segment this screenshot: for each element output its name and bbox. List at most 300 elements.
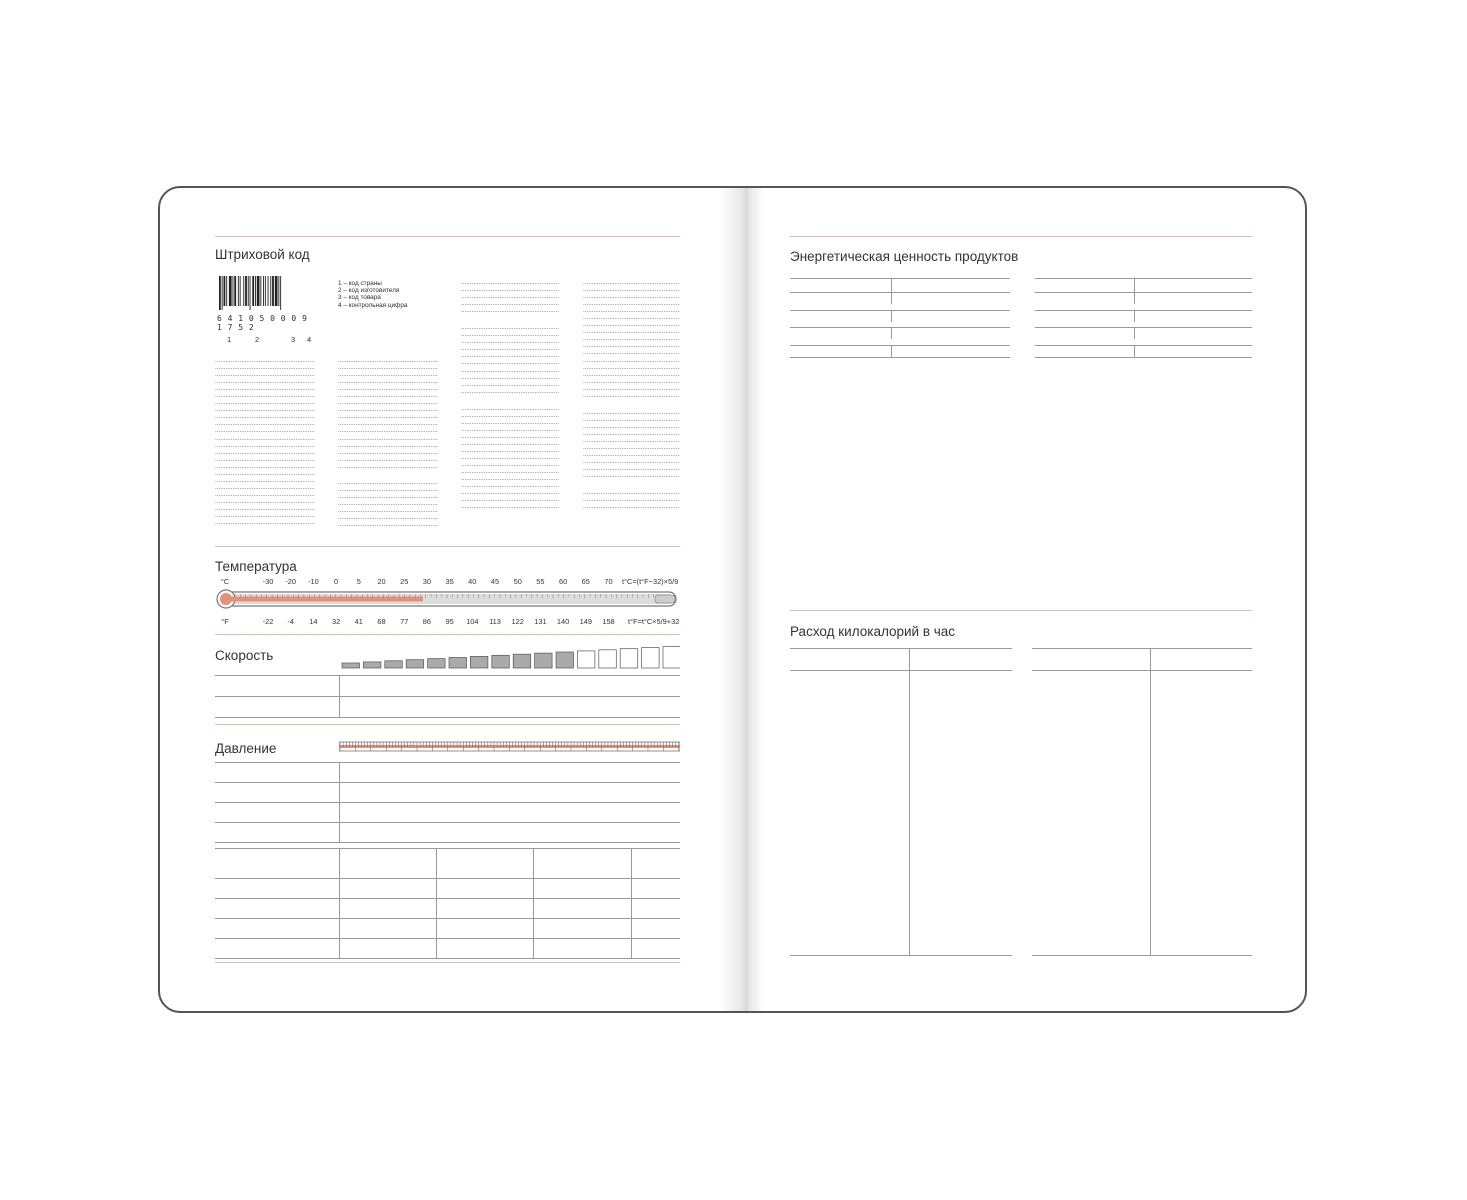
row-label bbox=[790, 834, 910, 848]
empty-cell bbox=[1135, 293, 1163, 305]
speed-bar bbox=[535, 653, 553, 668]
celsius-tick: -20 bbox=[285, 577, 297, 586]
table-row bbox=[215, 676, 680, 697]
country-codes-col4 bbox=[583, 279, 680, 510]
country-code-row bbox=[583, 307, 680, 314]
country-code-row bbox=[461, 286, 559, 293]
country-code-row bbox=[583, 444, 680, 451]
row-label bbox=[215, 803, 339, 823]
row-value bbox=[1135, 357, 1163, 358]
dot-leader bbox=[338, 420, 438, 427]
barcode-bar bbox=[280, 276, 281, 310]
country-code-row bbox=[338, 507, 438, 514]
table-header-row bbox=[790, 279, 1010, 293]
row-value bbox=[910, 779, 1012, 793]
dot-leader bbox=[338, 413, 438, 420]
row-label bbox=[215, 697, 339, 718]
group-header bbox=[1035, 293, 1135, 305]
row-value bbox=[1151, 929, 1252, 943]
country-code-row bbox=[215, 413, 315, 420]
country-code-row bbox=[583, 416, 680, 423]
row-label bbox=[215, 763, 339, 783]
empty-cell bbox=[1135, 345, 1163, 357]
country-code-row bbox=[338, 456, 438, 463]
column-header bbox=[1219, 279, 1252, 293]
table-row bbox=[790, 806, 1012, 820]
country-code-row bbox=[461, 489, 559, 496]
row-label bbox=[790, 888, 910, 902]
speed-bar bbox=[449, 658, 467, 669]
dot-leader bbox=[461, 293, 559, 300]
barcode-bar bbox=[260, 276, 261, 306]
row-label bbox=[1032, 915, 1151, 929]
dot-leader bbox=[215, 435, 315, 442]
row-value bbox=[1151, 861, 1252, 875]
country-code-row bbox=[338, 463, 438, 470]
dot-leader bbox=[338, 479, 438, 486]
country-code-row bbox=[215, 442, 315, 449]
row-value bbox=[920, 357, 949, 358]
row-value bbox=[910, 725, 1012, 739]
dot-leader bbox=[338, 507, 438, 514]
fahrenheit-tick: 41 bbox=[354, 617, 363, 626]
row-value bbox=[1151, 793, 1252, 807]
country-code-row bbox=[461, 367, 559, 374]
table-row bbox=[1035, 357, 1252, 358]
celsius-tick: -10 bbox=[308, 577, 319, 586]
country-code-row bbox=[338, 357, 438, 364]
dot-leader bbox=[338, 364, 438, 371]
dot-leader bbox=[583, 293, 680, 300]
dot-leader bbox=[215, 399, 315, 406]
country-code-row bbox=[583, 371, 680, 378]
country-code-row bbox=[461, 338, 559, 345]
dot-leader bbox=[583, 286, 680, 293]
country-code-row bbox=[583, 496, 680, 503]
row-value bbox=[339, 879, 436, 899]
column-header bbox=[1035, 279, 1135, 293]
empty-cell bbox=[920, 345, 949, 357]
table-row bbox=[215, 823, 680, 843]
table-row bbox=[1032, 766, 1252, 780]
dot-leader bbox=[583, 385, 680, 392]
country-code-row bbox=[338, 449, 438, 456]
dot-leader bbox=[215, 427, 315, 434]
country-code-row bbox=[461, 345, 559, 352]
group-header bbox=[1035, 328, 1135, 340]
speed-bar bbox=[642, 648, 660, 668]
dot-leader bbox=[583, 496, 680, 503]
country-code-row bbox=[583, 342, 680, 349]
celsius-tick: 45 bbox=[490, 577, 500, 586]
dot-leader bbox=[461, 454, 559, 461]
country-codes-col3 bbox=[461, 279, 559, 510]
dot-leader bbox=[338, 514, 438, 521]
table-row bbox=[1032, 902, 1252, 916]
table-row bbox=[1032, 684, 1252, 698]
country-code-row bbox=[338, 521, 438, 528]
table-row bbox=[1032, 861, 1252, 875]
speed-bar bbox=[663, 647, 680, 669]
barcode-bar bbox=[257, 276, 260, 306]
country-code-row bbox=[461, 433, 559, 440]
row-value bbox=[1151, 725, 1252, 739]
group-row bbox=[1035, 328, 1252, 340]
dot-leader bbox=[461, 388, 559, 395]
country-code-row bbox=[338, 479, 438, 486]
dot-leader bbox=[215, 378, 315, 385]
country-code-row bbox=[461, 331, 559, 338]
row-value bbox=[1151, 834, 1252, 848]
country-code-row bbox=[338, 399, 438, 406]
row-label bbox=[790, 725, 910, 739]
fahrenheit-tick: 86 bbox=[422, 617, 432, 626]
speed-bar bbox=[620, 649, 638, 668]
country-code-row bbox=[461, 352, 559, 359]
row-value bbox=[436, 919, 533, 939]
dot-leader bbox=[583, 489, 680, 496]
gutter-shadow-right bbox=[748, 188, 764, 1011]
dot-leader bbox=[583, 430, 680, 437]
celsius-tick: 25 bbox=[400, 577, 409, 586]
fahrenheit-tick: 131 bbox=[534, 617, 547, 626]
temperature-title: Температура bbox=[215, 559, 297, 574]
table-row bbox=[1032, 834, 1252, 848]
column-header bbox=[436, 849, 533, 879]
table-row bbox=[1032, 698, 1252, 712]
country-code-row bbox=[338, 385, 438, 392]
row-value bbox=[534, 939, 631, 959]
speed-table bbox=[215, 675, 680, 718]
barcode-bar bbox=[248, 276, 249, 306]
barcode-digits: 6 4 1 0 5 0 0 0 9 1 7 5 2 bbox=[217, 314, 308, 332]
barcode-bar bbox=[263, 276, 264, 306]
empty-cell bbox=[1135, 310, 1163, 322]
pressure-scale bbox=[339, 740, 680, 754]
barcode-bar bbox=[229, 276, 232, 306]
dot-leader bbox=[461, 496, 559, 503]
thermometer-tube bbox=[217, 590, 676, 608]
dot-leader bbox=[583, 392, 680, 399]
dot-leader bbox=[583, 364, 680, 371]
row-label bbox=[1032, 684, 1151, 698]
group-row bbox=[790, 310, 1010, 322]
row-value bbox=[910, 793, 1012, 807]
dot-leader bbox=[215, 442, 315, 449]
column-header bbox=[339, 849, 436, 879]
speed-bar bbox=[470, 656, 488, 668]
row-label bbox=[790, 820, 910, 834]
kcal-title: Расход килокалорий в час bbox=[790, 624, 956, 639]
row-value bbox=[1151, 684, 1252, 698]
celsius-tick: 5 bbox=[356, 577, 361, 586]
column-header bbox=[790, 649, 910, 671]
column-header bbox=[910, 649, 1012, 671]
country-code-row bbox=[583, 437, 680, 444]
empty-cell bbox=[1219, 328, 1252, 340]
pressure-table bbox=[215, 762, 680, 843]
column-header bbox=[891, 279, 920, 293]
country-code-row bbox=[461, 324, 559, 331]
value-table bbox=[215, 675, 680, 718]
dot-leader bbox=[461, 359, 559, 366]
country-code-row bbox=[461, 440, 559, 447]
speed-bar bbox=[406, 660, 424, 668]
dot-leader bbox=[461, 482, 559, 489]
column-header bbox=[534, 849, 631, 879]
dot-leader bbox=[583, 423, 680, 430]
empty-cell bbox=[1163, 310, 1191, 322]
barcode-bar bbox=[245, 276, 247, 306]
table-row bbox=[790, 834, 1012, 848]
table-row bbox=[790, 698, 1012, 712]
table-row bbox=[1032, 847, 1252, 861]
legend-line: 2 – код изготовителя bbox=[338, 287, 400, 295]
country-code-row bbox=[461, 475, 559, 482]
celsius-tick: 40 bbox=[468, 577, 477, 586]
row-label bbox=[1032, 711, 1151, 725]
fahrenheit-formula: t°F=t°C×5/9+32 bbox=[628, 617, 680, 626]
row-value bbox=[1151, 752, 1252, 766]
country-code-row bbox=[338, 378, 438, 385]
row-label bbox=[1032, 888, 1151, 902]
fahrenheit-tick: 158 bbox=[602, 617, 615, 626]
dot-leader bbox=[215, 519, 315, 526]
barcode-bar bbox=[265, 276, 266, 306]
barcode-bar bbox=[240, 276, 241, 306]
divider bbox=[215, 236, 680, 237]
dot-leader bbox=[583, 437, 680, 444]
row-label bbox=[1032, 766, 1151, 780]
table-row bbox=[790, 942, 1012, 956]
country-code-row bbox=[583, 392, 680, 399]
row-label bbox=[790, 902, 910, 916]
dot-leader bbox=[583, 458, 680, 465]
dot-leader bbox=[338, 493, 438, 500]
row-value bbox=[910, 942, 1012, 956]
empty-cell bbox=[977, 310, 1010, 322]
country-code-row bbox=[338, 413, 438, 420]
row-label bbox=[790, 752, 910, 766]
dot-leader bbox=[338, 392, 438, 399]
kcal-table-right bbox=[1032, 648, 1252, 956]
row-value bbox=[339, 676, 680, 697]
empty-cell bbox=[1191, 310, 1219, 322]
row-label bbox=[790, 684, 910, 698]
row-value bbox=[910, 820, 1012, 834]
group-row bbox=[1035, 310, 1252, 322]
country-code-row bbox=[215, 371, 315, 378]
celsius-tick: 55 bbox=[536, 577, 545, 586]
row-value bbox=[631, 939, 680, 959]
row-value bbox=[631, 899, 680, 919]
table-row bbox=[215, 783, 680, 803]
dot-leader bbox=[338, 406, 438, 413]
country-code-row bbox=[461, 468, 559, 475]
country-code-row bbox=[215, 406, 315, 413]
dot-leader bbox=[461, 374, 559, 381]
row-value bbox=[910, 834, 1012, 848]
row-value bbox=[910, 752, 1012, 766]
dot-leader bbox=[338, 463, 438, 470]
country-code-row bbox=[215, 435, 315, 442]
country-code-row bbox=[215, 392, 315, 399]
notebook-spread bbox=[158, 186, 1307, 1013]
dot-leader bbox=[461, 419, 559, 426]
table-row bbox=[1032, 793, 1252, 807]
empty-cell bbox=[1135, 328, 1163, 340]
row-value bbox=[339, 697, 680, 718]
fahrenheit-tick: 122 bbox=[511, 617, 524, 626]
empty-cell bbox=[891, 293, 920, 305]
column-header bbox=[948, 279, 977, 293]
country-code-row bbox=[461, 426, 559, 433]
table-row bbox=[1032, 874, 1252, 888]
group-row bbox=[790, 328, 1010, 340]
country-code-row bbox=[461, 388, 559, 395]
column-header bbox=[1191, 279, 1219, 293]
dot-leader bbox=[583, 307, 680, 314]
country-code-row bbox=[338, 406, 438, 413]
kcal-table-left bbox=[790, 648, 1012, 956]
fahrenheit-tick: 140 bbox=[556, 617, 570, 626]
table-row bbox=[1032, 888, 1252, 902]
row-value bbox=[339, 919, 436, 939]
empty-cell bbox=[948, 293, 977, 305]
dot-leader bbox=[215, 463, 315, 470]
row-value bbox=[339, 939, 436, 959]
table-row bbox=[790, 684, 1012, 698]
row-value bbox=[1151, 671, 1252, 685]
table-row bbox=[215, 803, 680, 823]
dot-leader bbox=[461, 475, 559, 482]
thermometer bbox=[215, 576, 680, 628]
barcode-bar bbox=[219, 276, 221, 310]
gutter-shadow bbox=[720, 188, 748, 1011]
dot-leader bbox=[461, 447, 559, 454]
table-row bbox=[790, 725, 1012, 739]
country-code-row bbox=[215, 399, 315, 406]
celsius-tick: 70 bbox=[604, 577, 613, 586]
row-value bbox=[910, 902, 1012, 916]
dot-leader bbox=[461, 412, 559, 419]
row-value bbox=[977, 357, 1010, 358]
fahrenheit-tick: 68 bbox=[377, 617, 386, 626]
row-value bbox=[534, 919, 631, 939]
row-value bbox=[1191, 357, 1219, 358]
speed-bar bbox=[492, 655, 510, 668]
dot-leader bbox=[583, 465, 680, 472]
row-label bbox=[790, 698, 910, 712]
dot-leader bbox=[583, 314, 680, 321]
table-row bbox=[790, 847, 1012, 861]
row-value bbox=[910, 929, 1012, 943]
dot-leader bbox=[583, 444, 680, 451]
barcode-bar bbox=[272, 276, 274, 306]
fahrenheit-tick: -4 bbox=[287, 617, 294, 626]
row-label bbox=[215, 676, 339, 697]
empty-cell bbox=[1163, 345, 1191, 357]
dot-leader bbox=[215, 505, 315, 512]
legend-line: 4 – контрольная цифра bbox=[338, 301, 408, 309]
table-row bbox=[1032, 738, 1252, 752]
country-code-row bbox=[461, 374, 559, 381]
country-code-row bbox=[338, 442, 438, 449]
table-row bbox=[1032, 779, 1252, 793]
dot-leader bbox=[461, 307, 559, 314]
country-code-row bbox=[338, 392, 438, 399]
dot-leader bbox=[583, 409, 680, 416]
dot-leader bbox=[461, 331, 559, 338]
celsius-tick: 60 bbox=[558, 577, 568, 586]
barcode-block bbox=[217, 276, 317, 345]
dot-leader bbox=[215, 512, 315, 519]
group-row bbox=[790, 293, 1010, 305]
table-header-row bbox=[1032, 649, 1252, 671]
left-page bbox=[215, 188, 680, 1011]
group-header bbox=[1035, 345, 1135, 357]
fahrenheit-tick: 113 bbox=[489, 617, 501, 626]
country-code-row bbox=[583, 385, 680, 392]
country-code-row bbox=[338, 486, 438, 493]
celsius-tick: 20 bbox=[377, 577, 386, 586]
country-code-row bbox=[338, 435, 438, 442]
dot-leader bbox=[215, 413, 315, 420]
country-code-row bbox=[461, 496, 559, 503]
row-label bbox=[1032, 834, 1151, 848]
row-value bbox=[339, 803, 680, 823]
speed-bar bbox=[599, 650, 617, 668]
country-code-row bbox=[461, 381, 559, 388]
energy-table bbox=[1035, 278, 1252, 358]
divider bbox=[215, 724, 680, 725]
pressure-title: Давление bbox=[215, 741, 277, 756]
country-code-row bbox=[338, 364, 438, 371]
table-row bbox=[1032, 915, 1252, 929]
column-header bbox=[1032, 649, 1151, 671]
fahrenheit-tick: 32 bbox=[331, 617, 341, 626]
table-row bbox=[1032, 752, 1252, 766]
speed-bar bbox=[385, 661, 403, 668]
table-row bbox=[1032, 725, 1252, 739]
celsius-tick: 50 bbox=[513, 577, 522, 586]
country-code-row bbox=[215, 378, 315, 385]
barcode-bar bbox=[222, 276, 223, 310]
speed-bar bbox=[513, 654, 531, 668]
group-header bbox=[1035, 310, 1135, 322]
table-row bbox=[790, 766, 1012, 780]
barcode-mark: 3 bbox=[291, 335, 296, 344]
dot-leader bbox=[338, 500, 438, 507]
country-code-row bbox=[215, 519, 315, 526]
table-row bbox=[790, 874, 1012, 888]
dot-leader bbox=[215, 491, 315, 498]
country-code-row bbox=[338, 500, 438, 507]
country-code-row bbox=[461, 293, 559, 300]
dot-leader bbox=[461, 324, 559, 331]
row-value bbox=[1151, 806, 1252, 820]
row-label bbox=[790, 806, 910, 820]
barcode-title: Штриховой код bbox=[215, 247, 310, 262]
table-row bbox=[1032, 942, 1252, 956]
country-code-row bbox=[215, 477, 315, 484]
dot-leader bbox=[338, 399, 438, 406]
row-value bbox=[1151, 888, 1252, 902]
row-label bbox=[790, 793, 910, 807]
empty-cell bbox=[977, 328, 1010, 340]
empty-cell bbox=[948, 345, 977, 357]
table-row bbox=[790, 711, 1012, 725]
